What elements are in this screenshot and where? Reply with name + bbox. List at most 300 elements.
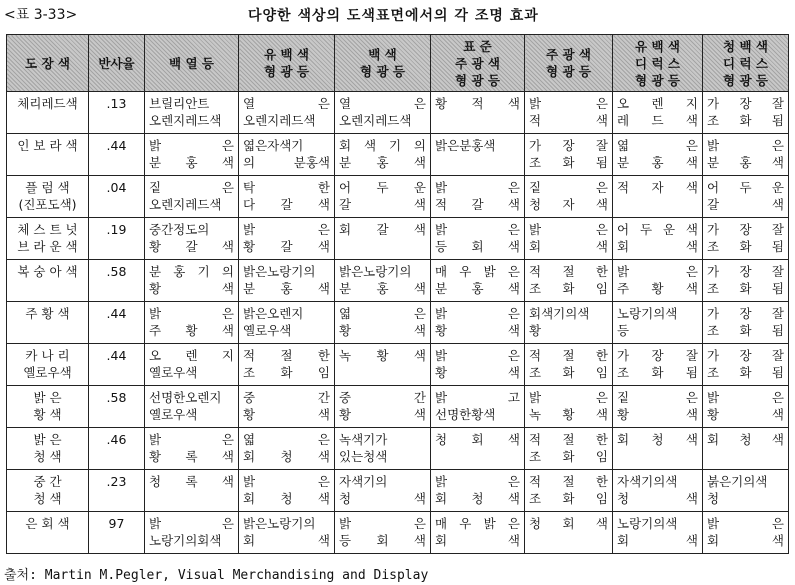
cell-line: 중간정도의	[149, 222, 210, 237]
table-row	[7, 176, 789, 218]
cell-line: 가 장 잘	[529, 138, 608, 153]
table-row	[7, 218, 789, 260]
reflectance-value: .19	[89, 218, 145, 260]
cell-line: 밝 은	[529, 96, 608, 111]
cell-line: 오 렌 지	[617, 96, 698, 111]
cell-line: 밝 은	[33, 432, 62, 447]
lighting-effect-cell	[613, 176, 703, 218]
cell-line: 밝 고	[435, 390, 520, 405]
lighting-effect-cell	[239, 134, 335, 176]
cell-line: 조 화 임	[529, 449, 608, 464]
lighting-effect-cell	[431, 302, 525, 344]
paint-color-name	[7, 134, 89, 176]
cell-line: 밝은노랑기의	[243, 516, 316, 531]
cell-line: 적 갈 색	[435, 197, 520, 212]
reflectance-value: .13	[89, 92, 145, 134]
header-line: 형 광 등	[546, 64, 591, 79]
cell-line: 회 색 기 의	[339, 138, 426, 153]
table-row	[7, 386, 789, 428]
cell-line: 가 장 잘	[707, 306, 784, 321]
cell-line: 분 홍 기 의	[149, 264, 234, 279]
cell-line: 은 회 색	[25, 516, 70, 531]
cell-line: 밝 은	[149, 138, 234, 153]
lighting-effect-cell	[703, 386, 789, 428]
reflectance-value: .44	[89, 344, 145, 386]
lighting-effect-cell	[525, 218, 613, 260]
cell-line: 복 숭 아 색	[17, 264, 78, 279]
paint-color-name	[7, 344, 89, 386]
reflectance-value: 97	[89, 512, 145, 554]
cell-line: 오렌지레드색	[339, 113, 412, 128]
lighting-effect-cell	[525, 344, 613, 386]
lighting-effect-cell	[335, 218, 431, 260]
cell-line: 녹 황 색	[339, 348, 426, 363]
cell-line: 갈 색	[339, 197, 426, 212]
cell-line: 중 간	[33, 474, 62, 489]
lighting-effect-cell	[239, 386, 335, 428]
header-line: 주 광 색	[546, 47, 591, 62]
column-header	[89, 35, 145, 92]
cell-line: 밝 은	[149, 306, 234, 321]
header-line: 백 열 등	[169, 55, 214, 71]
cell-line: 청	[707, 491, 720, 506]
cell-line: 청 색	[33, 491, 62, 506]
cell-line: 분 홍 색	[339, 281, 426, 296]
lighting-effect-cell	[613, 218, 703, 260]
lighting-effect-cell	[525, 260, 613, 302]
lighting-effect-cell	[431, 344, 525, 386]
header-line: 형 광 등	[635, 72, 680, 88]
reflectance-value: .44	[89, 134, 145, 176]
cell-line: 조 화 됨	[529, 155, 608, 170]
cell-line: 황 적 색	[435, 96, 520, 111]
lighting-effect-cell	[239, 302, 335, 344]
cell-line: 매 우 밝 은	[435, 516, 520, 531]
lighting-effect-cell	[145, 260, 239, 302]
cell-line: (진포도색)	[18, 197, 77, 212]
cell-line: 적 절 한	[243, 348, 330, 363]
cell-line: 체리레드색	[17, 96, 78, 111]
cell-line: 엷 은	[243, 432, 330, 447]
cell-line: 회 청 색	[243, 449, 330, 464]
lighting-effect-cell	[145, 344, 239, 386]
header-line: 형 광 등	[360, 64, 405, 79]
cell-line: 오렌지레드색	[149, 197, 222, 212]
cell-line: 적 색	[529, 113, 608, 128]
lighting-effect-cell	[703, 302, 789, 344]
lighting-effect-cell	[703, 428, 789, 470]
lighting-effect-cell	[613, 92, 703, 134]
cell-line: 밝은분홍색	[435, 138, 496, 153]
paint-color-name	[7, 428, 89, 470]
cell-line: 가 장 잘	[707, 264, 784, 279]
header-line: 주 광 색	[455, 55, 500, 71]
lighting-effect-cell	[145, 470, 239, 512]
cell-line: 청 색	[617, 491, 698, 506]
cell-line: 조 화 됨	[707, 239, 784, 254]
lighting-effect-cell	[431, 134, 525, 176]
cell-line: 엷은자색기	[243, 138, 304, 153]
lighting-effect-cell	[335, 512, 431, 554]
lighting-effect-cell	[335, 302, 431, 344]
cell-line: 옐로우색	[23, 365, 72, 380]
lighting-effect-cell	[145, 92, 239, 134]
lighting-effect-cell	[525, 92, 613, 134]
lighting-effect-cell	[431, 92, 525, 134]
cell-line: 조 화 임	[243, 365, 330, 380]
cell-line: 짙 은	[617, 390, 698, 405]
cell-line: 밝 은	[707, 516, 784, 531]
lighting-effect-cell	[239, 260, 335, 302]
lighting-effect-cell	[239, 344, 335, 386]
table-row	[7, 92, 789, 134]
cell-line: 밝 은	[243, 474, 330, 489]
lighting-effect-cell	[145, 512, 239, 554]
cell-line: 다 갈 색	[243, 197, 330, 212]
cell-line: 등 회 색	[435, 239, 520, 254]
cell-line: 청 색	[33, 449, 62, 464]
lighting-effect-cell	[613, 470, 703, 512]
lighting-effect-cell	[239, 92, 335, 134]
cell-line: 브릴리안트	[149, 96, 210, 111]
lighting-effect-cell	[613, 260, 703, 302]
column-header	[7, 35, 89, 92]
cell-line: 회 색	[617, 533, 698, 548]
cell-line: 붉은기의색	[707, 474, 768, 489]
reflectance-value: .04	[89, 176, 145, 218]
table-row	[7, 512, 789, 554]
column-header	[525, 35, 613, 92]
lighting-effect-cell	[703, 470, 789, 512]
table-row	[7, 134, 789, 176]
cell-line: 청 회 색	[529, 516, 608, 531]
cell-line: 밝 은	[435, 348, 520, 363]
cell-line: 조 화 됨	[707, 365, 784, 380]
cell-line: 분 홍 색	[707, 155, 784, 170]
paint-color-name	[7, 218, 89, 260]
lighting-effect-cell	[431, 176, 525, 218]
column-header	[239, 35, 335, 92]
lighting-effect-cell	[145, 176, 239, 218]
cell-line: 황 갈 색	[149, 239, 234, 254]
cell-line: 밝 은	[435, 222, 520, 237]
lighting-effect-cell	[431, 386, 525, 428]
cell-line: 청 색	[339, 491, 426, 506]
paint-color-name	[7, 260, 89, 302]
cell-line: 밝은노랑기의	[243, 264, 316, 279]
cell-line: 적 절 한	[529, 474, 608, 489]
cell-line: 황 록 색	[149, 449, 234, 464]
lighting-effect-cell	[613, 428, 703, 470]
cell-line: 조 화 됨	[617, 365, 698, 380]
cell-line: 밝 은	[33, 390, 62, 405]
cell-line: 선명한황색	[435, 407, 496, 422]
cell-line: 분 홍 색	[617, 155, 698, 170]
cell-line: 옐로우색	[149, 365, 198, 380]
lighting-effect-cell	[613, 386, 703, 428]
cell-line: 어 두 운	[707, 180, 784, 195]
reflectance-value: .46	[89, 428, 145, 470]
cell-line: 등	[617, 323, 630, 338]
cell-line: 회색기의색	[529, 306, 590, 321]
lighting-effect-cell	[335, 176, 431, 218]
column-header	[145, 35, 239, 92]
lighting-effect-cell	[145, 302, 239, 344]
cell-line: 갈 색	[707, 197, 784, 212]
lighting-effect-cell	[145, 134, 239, 176]
cell-line: 회 청 색	[435, 491, 520, 506]
cell-line: 밝 은	[149, 516, 234, 531]
cell-line: 브 라 운 색	[17, 239, 78, 254]
reflectance-value: .23	[89, 470, 145, 512]
cell-line: 회 갈 색	[339, 222, 426, 237]
table-row	[7, 302, 789, 344]
lighting-effect-cell	[525, 428, 613, 470]
lighting-effect-cell	[431, 218, 525, 260]
cell-line: 자색기의색	[617, 474, 678, 489]
lighting-effect-cell	[239, 470, 335, 512]
lighting-effect-table	[6, 34, 789, 554]
reflectance-value: .58	[89, 386, 145, 428]
cell-line: 어 두 운 색	[617, 222, 698, 237]
cell-line: 황 갈 색	[243, 239, 330, 254]
cell-line: 열 은	[339, 96, 426, 111]
lighting-effect-cell	[335, 344, 431, 386]
cell-line: 회 색	[243, 533, 330, 548]
paint-color-name	[7, 92, 89, 134]
reflectance-value: .44	[89, 302, 145, 344]
cell-line: 청 록 색	[149, 474, 234, 489]
table-number: <표 3-33>	[4, 7, 78, 23]
lighting-effect-cell	[525, 176, 613, 218]
lighting-effect-cell	[613, 302, 703, 344]
cell-line: 밝 은	[707, 390, 784, 405]
cell-line: 엷 은	[339, 306, 426, 321]
cell-line: 탁 한	[243, 180, 330, 195]
lighting-effect-cell	[525, 302, 613, 344]
lighting-effect-cell	[335, 260, 431, 302]
cell-line: 밝 은	[435, 306, 520, 321]
lighting-effect-cell	[239, 512, 335, 554]
cell-line: 밝 은	[339, 516, 426, 531]
lighting-effect-cell	[335, 386, 431, 428]
cell-line: 황 색	[617, 407, 698, 422]
cell-line: 체 스 트 넛	[17, 222, 78, 237]
lighting-effect-cell	[703, 176, 789, 218]
table-row	[7, 470, 789, 512]
cell-line: 자색기의	[339, 474, 388, 489]
lighting-effect-cell	[239, 176, 335, 218]
cell-line: 적 자 색	[617, 180, 698, 195]
cell-line: 황	[529, 323, 542, 338]
cell-line: 밝 은	[529, 390, 608, 405]
cell-line: 적 절 한	[529, 264, 608, 279]
lighting-effect-cell	[525, 134, 613, 176]
paint-color-name	[7, 386, 89, 428]
lighting-effect-cell	[145, 218, 239, 260]
lighting-effect-cell	[613, 134, 703, 176]
cell-line: 황 색	[435, 323, 520, 338]
cell-line: 옐로우색	[243, 323, 292, 338]
header-row	[7, 35, 789, 92]
cell-line: 적 절 한	[529, 432, 608, 447]
lighting-effect-cell	[335, 428, 431, 470]
cell-line: 노랑기의색	[617, 306, 678, 321]
cell-line: 회 색	[435, 533, 520, 548]
cell-line: 분 홍 색	[149, 155, 234, 170]
cell-line: 청 회 색	[435, 432, 520, 447]
cell-line: 회 청 색	[243, 491, 330, 506]
cell-line: 밝은노랑기의	[339, 264, 412, 279]
cell-line: 밝 은	[243, 222, 330, 237]
cell-line: 중 간	[339, 390, 426, 405]
header-line: 청 백 색	[723, 38, 768, 54]
cell-line: 밝은오렌지	[243, 306, 304, 321]
cell-line: 열 은	[243, 96, 330, 111]
lighting-effect-cell	[431, 260, 525, 302]
lighting-effect-cell	[239, 428, 335, 470]
cell-line: 주 황 색	[25, 306, 70, 321]
cell-line: 짙 은	[149, 180, 234, 195]
cell-line: 조 화 임	[529, 281, 608, 296]
cell-line: 조 화 임	[529, 365, 608, 380]
cell-line: 청 자 색	[529, 197, 608, 212]
table-title: 다양한 색상의 도색표면에서의 각 조명 효과	[248, 8, 539, 24]
cell-line: 카 나 리	[25, 348, 70, 363]
table-body	[7, 92, 789, 554]
cell-line: 주 황 색	[149, 323, 234, 338]
cell-line: 중 간	[243, 390, 330, 405]
header-line: 유 백 색	[264, 47, 309, 62]
cell-line: 황 색	[33, 407, 62, 422]
lighting-effect-cell	[703, 134, 789, 176]
paint-color-name	[7, 470, 89, 512]
lighting-effect-cell	[613, 512, 703, 554]
cell-line: 엷 은	[617, 138, 698, 153]
lighting-effect-cell	[239, 218, 335, 260]
lighting-effect-cell	[431, 512, 525, 554]
cell-line: 황 색	[149, 281, 234, 296]
lighting-effect-cell	[525, 470, 613, 512]
lighting-effect-cell	[335, 470, 431, 512]
cell-line: 녹색기가	[339, 432, 388, 447]
cell-line: 밝 은	[435, 180, 520, 195]
cell-line: 노랑기의회색	[149, 533, 222, 548]
cell-line: 황 색	[435, 365, 520, 380]
column-header	[703, 35, 789, 92]
table-row	[7, 260, 789, 302]
cell-line: 있는청색	[339, 449, 388, 464]
cell-line: 분 홍 색	[339, 155, 426, 170]
cell-line: 황 색	[339, 407, 426, 422]
lighting-effect-cell	[431, 470, 525, 512]
cell-line: 황 색	[243, 407, 330, 422]
lighting-effect-cell	[431, 428, 525, 470]
cell-line: 회 색	[617, 239, 698, 254]
cell-line: 회 색	[707, 533, 784, 548]
column-header	[431, 35, 525, 92]
cell-line: 밝 은	[435, 474, 520, 489]
cell-line: 인 보 라 색	[17, 138, 78, 153]
table-row	[7, 344, 789, 386]
cell-line: 분 홍 색	[435, 281, 520, 296]
cell-line: 밝 은	[529, 222, 608, 237]
cell-line: 밝 은	[617, 264, 698, 279]
cell-line: 짙 은	[529, 180, 608, 195]
lighting-effect-cell	[703, 92, 789, 134]
cell-line: 녹 황 색	[529, 407, 608, 422]
paint-color-name	[7, 176, 89, 218]
cell-line: 조 화 임	[529, 491, 608, 506]
cell-line: 매 우 밝 은	[435, 264, 520, 279]
header-line: 형 광 등	[264, 64, 309, 79]
reflectance-value: .58	[89, 260, 145, 302]
lighting-effect-cell	[703, 512, 789, 554]
cell-line: 가 장 잘	[707, 348, 784, 363]
cell-line: 선명한오렌지	[149, 390, 222, 405]
lighting-effect-cell	[145, 386, 239, 428]
cell-line: 오렌지레드색	[243, 113, 316, 128]
cell-line: 등 회 색	[339, 533, 426, 548]
header-line: 반사율	[98, 55, 135, 71]
cell-line: 가 장 잘	[617, 348, 698, 363]
column-header	[335, 35, 431, 92]
header-line: 디 럭 스	[635, 55, 680, 71]
cell-line: 조 화 됨	[707, 113, 784, 128]
cell-line: 노랑기의색	[617, 516, 678, 531]
cell-line: 회 청 색	[617, 432, 698, 447]
cell-line: 회 청 색	[707, 432, 784, 447]
header-line: 형 광 등	[723, 72, 768, 88]
cell-line: 조 화 됨	[707, 323, 784, 338]
cell-line: 밝 은	[707, 138, 784, 153]
lighting-effect-cell	[525, 386, 613, 428]
cell-line: 적 절 한	[529, 348, 608, 363]
cell-line: 레 드 색	[617, 113, 698, 128]
header-line: 형 광 등	[455, 72, 500, 88]
table-row	[7, 428, 789, 470]
cell-line: 분 홍 색	[243, 281, 330, 296]
header-line: 디 럭 스	[723, 55, 768, 71]
source-citation: 출처: Martin M.Pegler, Visual Merchandising and Display	[4, 568, 429, 583]
cell-line: 의 분홍색	[243, 155, 330, 170]
cell-line: 회 색	[529, 239, 608, 254]
cell-line: 가 장 잘	[707, 222, 784, 237]
cell-line: 오렌지레드색	[149, 113, 222, 128]
cell-line: 황 색	[707, 407, 784, 422]
header-line: 표 준	[463, 38, 492, 54]
lighting-effect-cell	[613, 344, 703, 386]
header-line: 도 장 색	[25, 55, 70, 71]
lighting-effect-cell	[335, 134, 431, 176]
header-line: 백 색	[368, 47, 397, 62]
paint-color-name	[7, 302, 89, 344]
lighting-effect-cell	[335, 92, 431, 134]
lighting-effect-cell	[525, 512, 613, 554]
cell-line: 주 황 색	[617, 281, 698, 296]
paint-color-name	[7, 512, 89, 554]
column-header	[613, 35, 703, 92]
cell-line: 옐로우색	[149, 407, 198, 422]
cell-line: 조 화 됨	[707, 281, 784, 296]
cell-line: 오 렌 지	[149, 348, 234, 363]
lighting-effect-cell	[145, 428, 239, 470]
cell-line: 가 장 잘	[707, 96, 784, 111]
cell-line: 밝 은	[149, 432, 234, 447]
cell-line: 어 두 운	[339, 180, 426, 195]
cell-line: 황 색	[339, 323, 426, 338]
lighting-effect-cell	[703, 344, 789, 386]
